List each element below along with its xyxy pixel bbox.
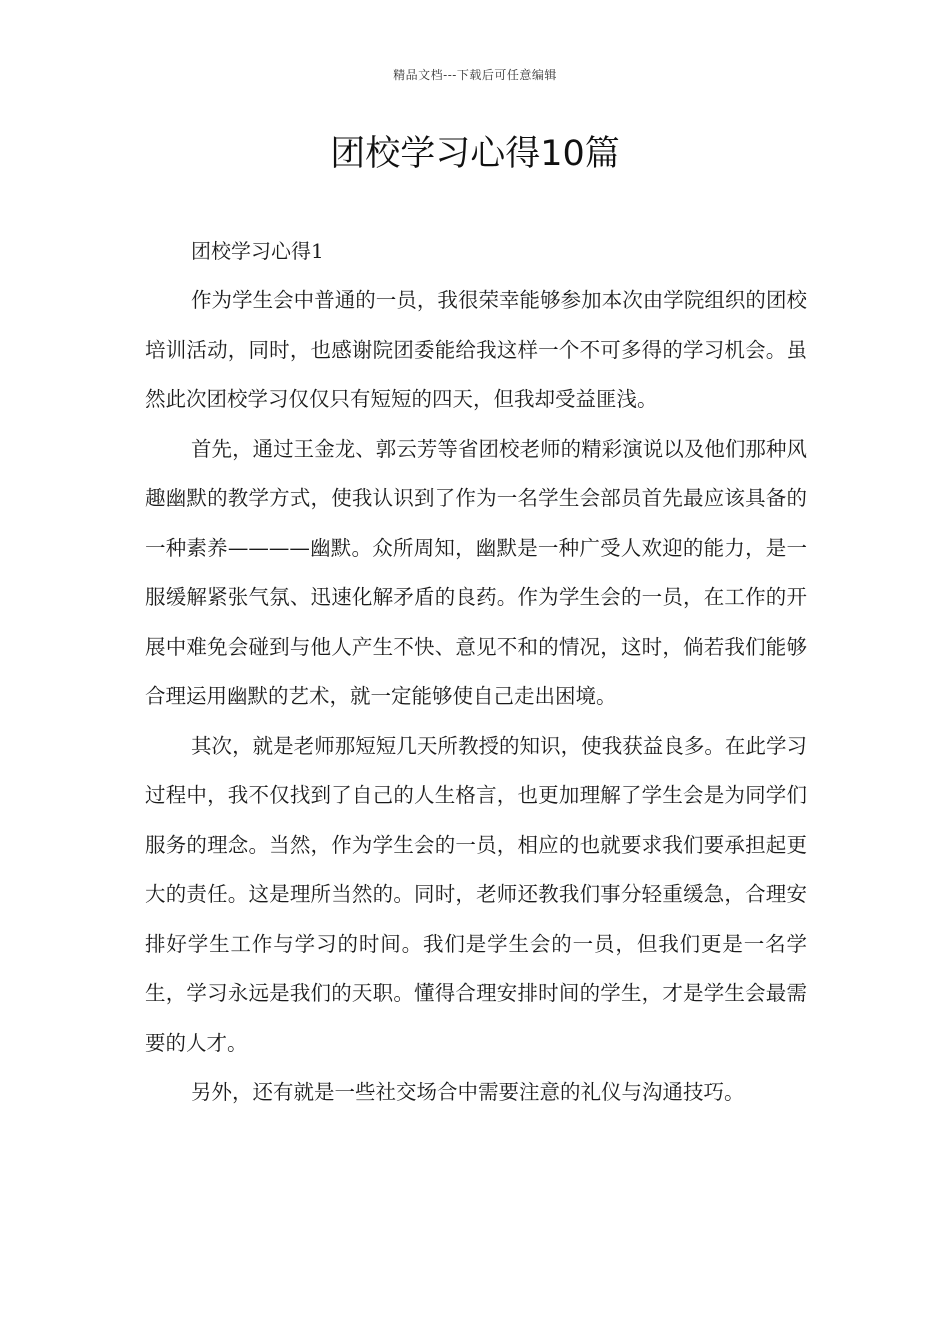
page-header-note: 精品文档---下载后可任意编辑 [393, 68, 557, 82]
paragraph-2: 首先，通过王金龙、郭云芳等省团校老师的精彩演说以及他们那种风趣幽默的教学方式，使我认识到了作为一名学生会部员首先最应该具备的一种素养————幽默。众所周知，幽默是一种广受人欢迎的能力，是一服缓解紧张气氛、迅速化解矛盾的良药。作为学生会的一员，在工作的开展中难免会碰到与他人产生不快、意见不和的情况，这时，倘若我们能够合理运用幽默的艺术，就一定能够使自己走出困境。 [145, 436, 807, 708]
paragraph-4: 另外，还有就是一些社交场合中需要注意的礼仪与沟通技巧。 [191, 1080, 745, 1104]
section-heading: 团校学习心得1 [191, 239, 324, 263]
document-body [145, 226, 807, 1118]
paragraph-1: 作为学生会中普通的一员，我很荣幸能够参加本次由学院组织的团校培训活动，同时，也感谢院团委能给我这样一个不可多得的学习机会。虽然此次团校学习仅仅只有短短的四天，但我却受益匪浅。 [145, 288, 807, 411]
paragraph-3: 其次，就是老师那短短几天所教授的知识，使我获益良多。在此学习过程中，我不仅找到了自己的人生格言，也更加理解了学生会是为同学们服务的理念。当然，作为学生会的一员，相应的也就要求我们要承担起更大的责任。这是理所当然的。同时，老师还教我们事分轻重缓急，合理安排好学生工作与学习的时间。我们是学生会的一员，但我们更是一名学生，学习永远是我们的天职。懂得合理安排时间的学生，才是学生会最需要的人才。 [145, 733, 807, 1055]
document-title: 团校学习心得10篇 [330, 134, 620, 174]
